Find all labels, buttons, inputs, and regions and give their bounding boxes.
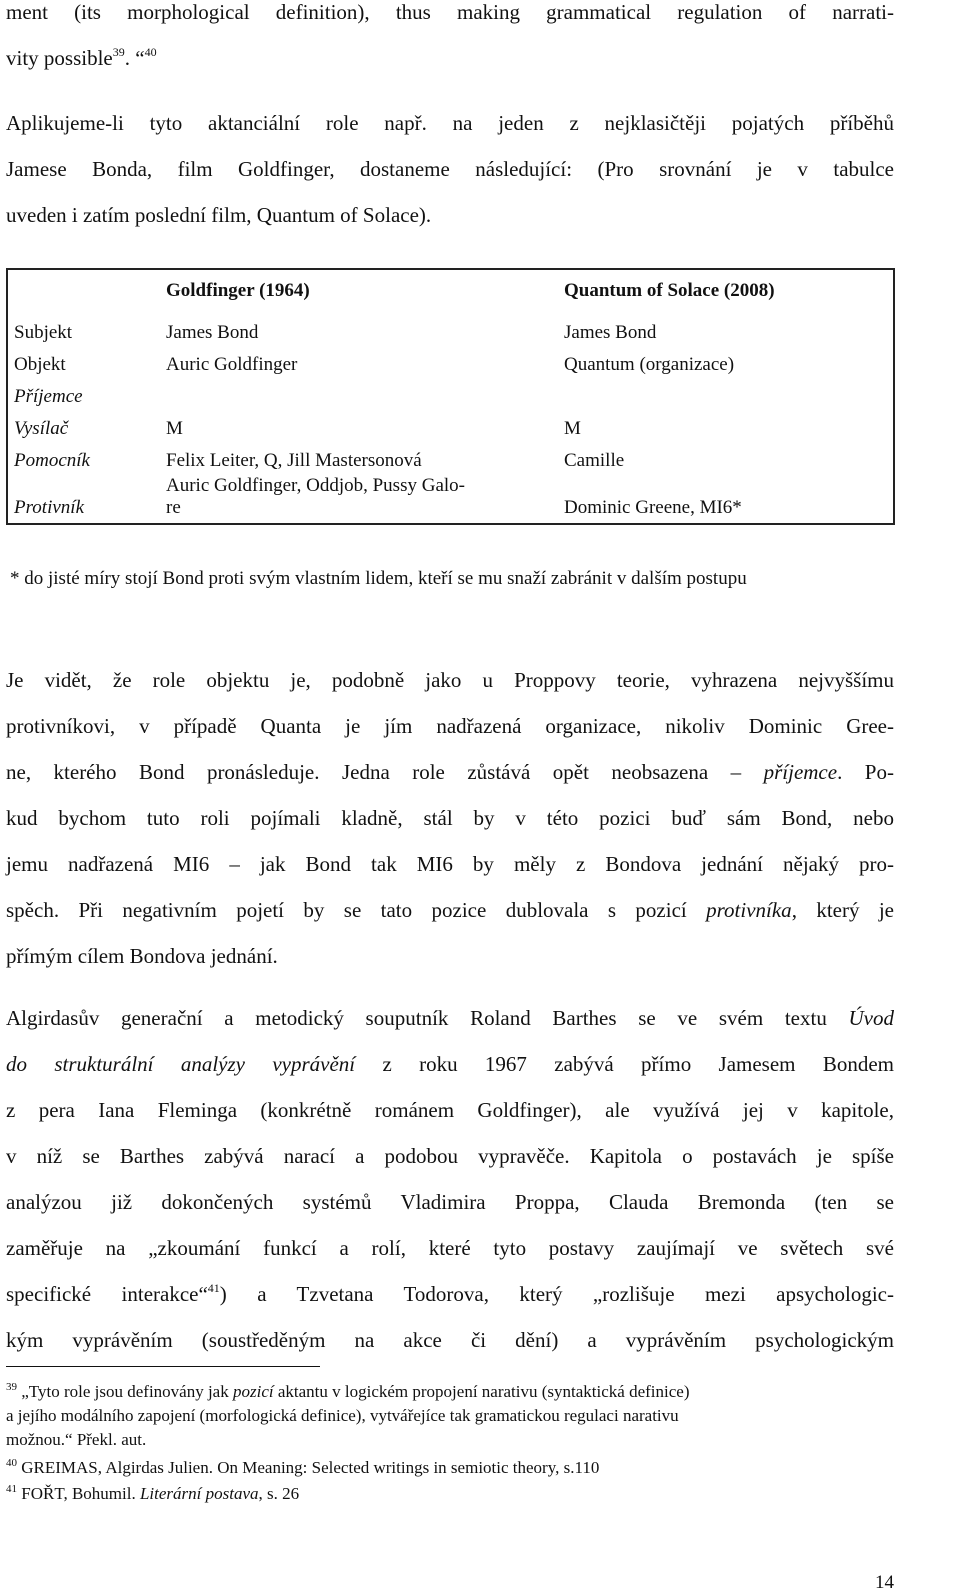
paragraph-intro [6,100,894,238]
text-line: přímým cílem Bondova jednání. [6,944,278,968]
text-line: Aplikujeme-li tyto aktanciální role např. na jeden z nejklasičtěji pojatých příběhů [6,111,894,135]
text-line: protivníkovi, v případě Quanta je jím nadřazená organizace, nikoliv Dominic Gree- [6,714,894,738]
text-line: zaměřuje na „zkoumání funkcí a rolí, které tyto postavy zaujímají ve světech své [6,1236,894,1260]
table-cell: Auric Goldfinger [166,354,298,375]
paragraph-top [6,0,894,81]
role-cell: Objekt [14,354,66,375]
text-line: ne, kterého Bond pronásleduje. Jedna role zůstává opět neobsazena – příjemce. Po- [6,760,894,784]
footnote-40: $^{40}$ GREIMAS, Algirdas Julien. On Meaning: Selected writings in semiotic theory, s.110 [6,1457,600,1477]
table-row [7,344,894,376]
footnote-separator [6,1366,320,1367]
role-cell: Subjekt [14,322,73,343]
role-cell: Příjemce [14,386,83,407]
paragraph-barthes [6,995,894,1363]
table-row [7,312,894,344]
header-cell: Quantum of Solace (2008) [564,280,775,301]
text-line: Jamese Bonda, film Goldfinger, dostaneme následující: (Pro srovnání je v tabulce [6,157,894,181]
text-line: specifické interakce“$^{41}$) a Tzvetana Todorova, který „rozlišuje mezi apsychologic- [6,1281,894,1306]
table-cell: M [564,418,581,439]
table-row [7,376,894,408]
text-line: ment (its morphological definition), thus making grammatical regulation of narrati- [6,0,894,24]
text-line: Algirdasův generační a metodický souputník Roland Barthes se ve svém textu Úvod [6,1006,894,1030]
text-line: do strukturální analýzy vyprávění z roku 1967 zabývá přímo Jamesem Bondem [6,1052,894,1076]
table-cell: Felix Leiter, Q, Jill Mastersonová [166,450,422,471]
table-cell: James Bond [564,322,657,343]
table-row [7,472,894,524]
table-cell: Auric Goldfinger, Oddjob, Pussy Galo- re [166,475,465,518]
header-cell: Goldfinger (1964) [166,280,310,301]
footnote-41: $^{41}$ FOŘT, Bohumil. Literární postava, s. 26 [6,1483,300,1503]
table-footnote: * do jisté míry stojí Bond proti svým vlastním lidem, kteří se mu snaží zabránit v dalším postupu [10,568,747,589]
text-line: jemu nadřazená MI6 – jak Bond tak MI6 by měly z Bondova jednání nějaký pro- [6,852,894,876]
table-cell [558,376,894,408]
footnote-ref-41: 41 [207,1281,220,1295]
text-line: spěch. Při negativním pojetí by se tato pozice dublovala s pozicí protivníka, který je [6,898,895,922]
role-cell: Vysílač [14,418,69,439]
page-number: 14 [875,1572,894,1593]
table-row [7,408,894,440]
footnote-39 [6,1380,894,1452]
table-cell: Dominic Greene, MI6* [564,497,742,518]
text-line: vity possible$^{39}$. “$^{40}$ [6,45,157,70]
table-cell: James Bond [166,322,259,343]
footnote-ref-39: 39 [112,45,125,59]
footnote-line: $^{39}$ „Tyto role jsou definovány jak pozicí aktantu v logickém propojení narativu (syntaktická definice) [6,1381,690,1401]
footnote-line: a jejího modálního zapojení (morfologická definice), vytvářejíce tak gramatickou regulaci narativu [6,1406,679,1425]
table-row [7,440,894,472]
actant-table [6,268,895,525]
role-cell: Pomocník [14,450,90,471]
text-line: v níž se Barthes zabývá narací a podobou vypravěče. Kapitola o postavách je spíše [6,1144,894,1168]
text-line: uveden i zatím poslední film, Quantum of Solace). [6,203,432,227]
table-cell: M [166,418,183,439]
text-line: Je vidět, že role objektu je, podobně jako u Proppovy teorie, vyhrazena nejvyššímu [6,668,894,692]
header-cell [7,269,160,312]
table-header-row [7,269,894,312]
paragraph-object [6,657,894,979]
table-cell: Quantum (organizace) [564,354,735,375]
footnote-line: možnou.“ Překl. aut. [6,1430,147,1449]
table-cell [160,376,558,408]
text-line: analýzou již dokončených systémů Vladimira Proppa, Clauda Bremonda (ten se [6,1190,894,1214]
text-line: kud bychom tuto roli pojímali kladně, stál by v této pozici buď sám Bond, nebo [6,806,894,830]
text-line: z pera Iana Fleminga (konkrétně románem Goldfinger), ale využívá jej v kapitole, [6,1098,894,1122]
role-cell: Protivník [14,497,84,518]
text-line: kým vyprávěním (soustředěným na akce či dění) a vyprávěním psychologickým [6,1328,894,1352]
table-cell: Camille [564,450,625,471]
footnote-ref-40: 40 [144,45,157,59]
